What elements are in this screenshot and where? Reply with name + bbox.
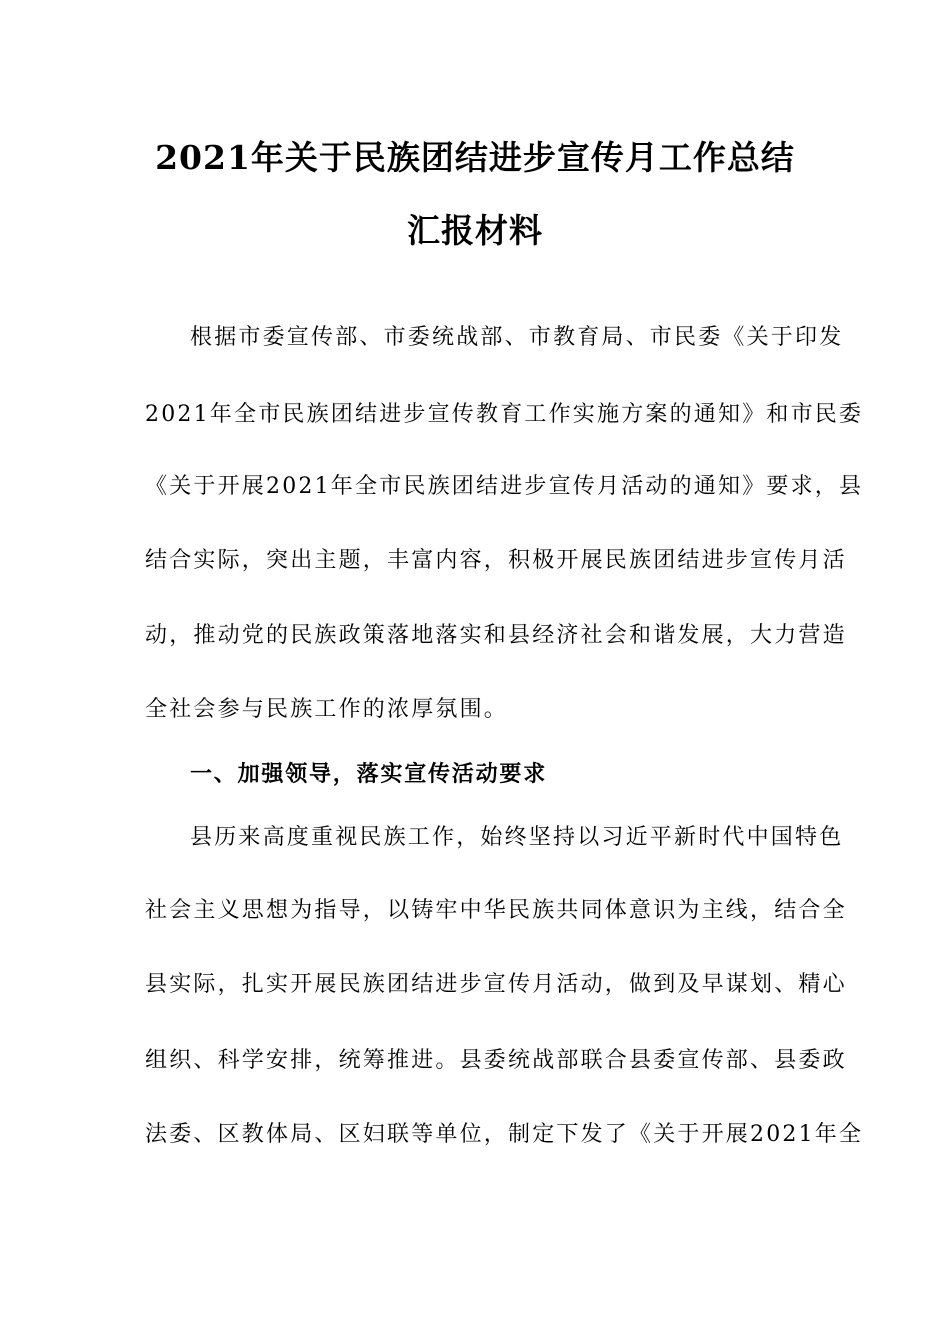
paragraph-1-line-3: 《关于开展2021年全市民族团结进步宣传月活动的通知》要求，县: [145, 474, 864, 499]
paragraph-1-line-1: 根据市委宣传部、市委统战部、市教育局、市民委《关于印发: [190, 325, 844, 350]
paragraph-1-line-4: 结合实际，突出主题，丰富内容，积极开展民族团结进步宣传月活: [145, 548, 847, 573]
paragraph-2-line-1: 县历来高度重视民族工作，始终坚持以习近平新时代中国特色: [190, 825, 844, 850]
document-title-line-2: 汇报材料: [407, 211, 543, 250]
paragraph-1-line-5: 动，推动党的民族政策落地落实和县经济社会和谐发展，大力营造: [145, 623, 847, 648]
section-1-heading: 一、加强领导，落实宣传活动要求: [190, 761, 548, 787]
paragraph-2-line-4: 组织、科学安排，统筹推进。县委统战部联合县委宣传部、县委政: [145, 1048, 847, 1073]
document-title-line-1: 2021年关于民族团结进步宣传月工作总结: [155, 138, 795, 177]
paragraph-1-line-6: 全社会参与民族工作的浓厚氛围。: [145, 697, 509, 722]
paragraph-2-line-2: 社会主义思想为指导，以铸牢中华民族共同体意识为主线，结合全: [145, 898, 847, 923]
paragraph-1-line-2: 2021年全市民族团结进步宣传教育工作实施方案的通知》和市民委: [145, 402, 864, 427]
paragraph-2-line-3: 县实际，扎实开展民族团结进步宣传月活动，做到及早谋划、精心: [145, 972, 847, 997]
paragraph-2-line-5: 法委、区教体局、区妇联等单位，制定下发了《关于开展2021年全: [145, 1122, 864, 1147]
